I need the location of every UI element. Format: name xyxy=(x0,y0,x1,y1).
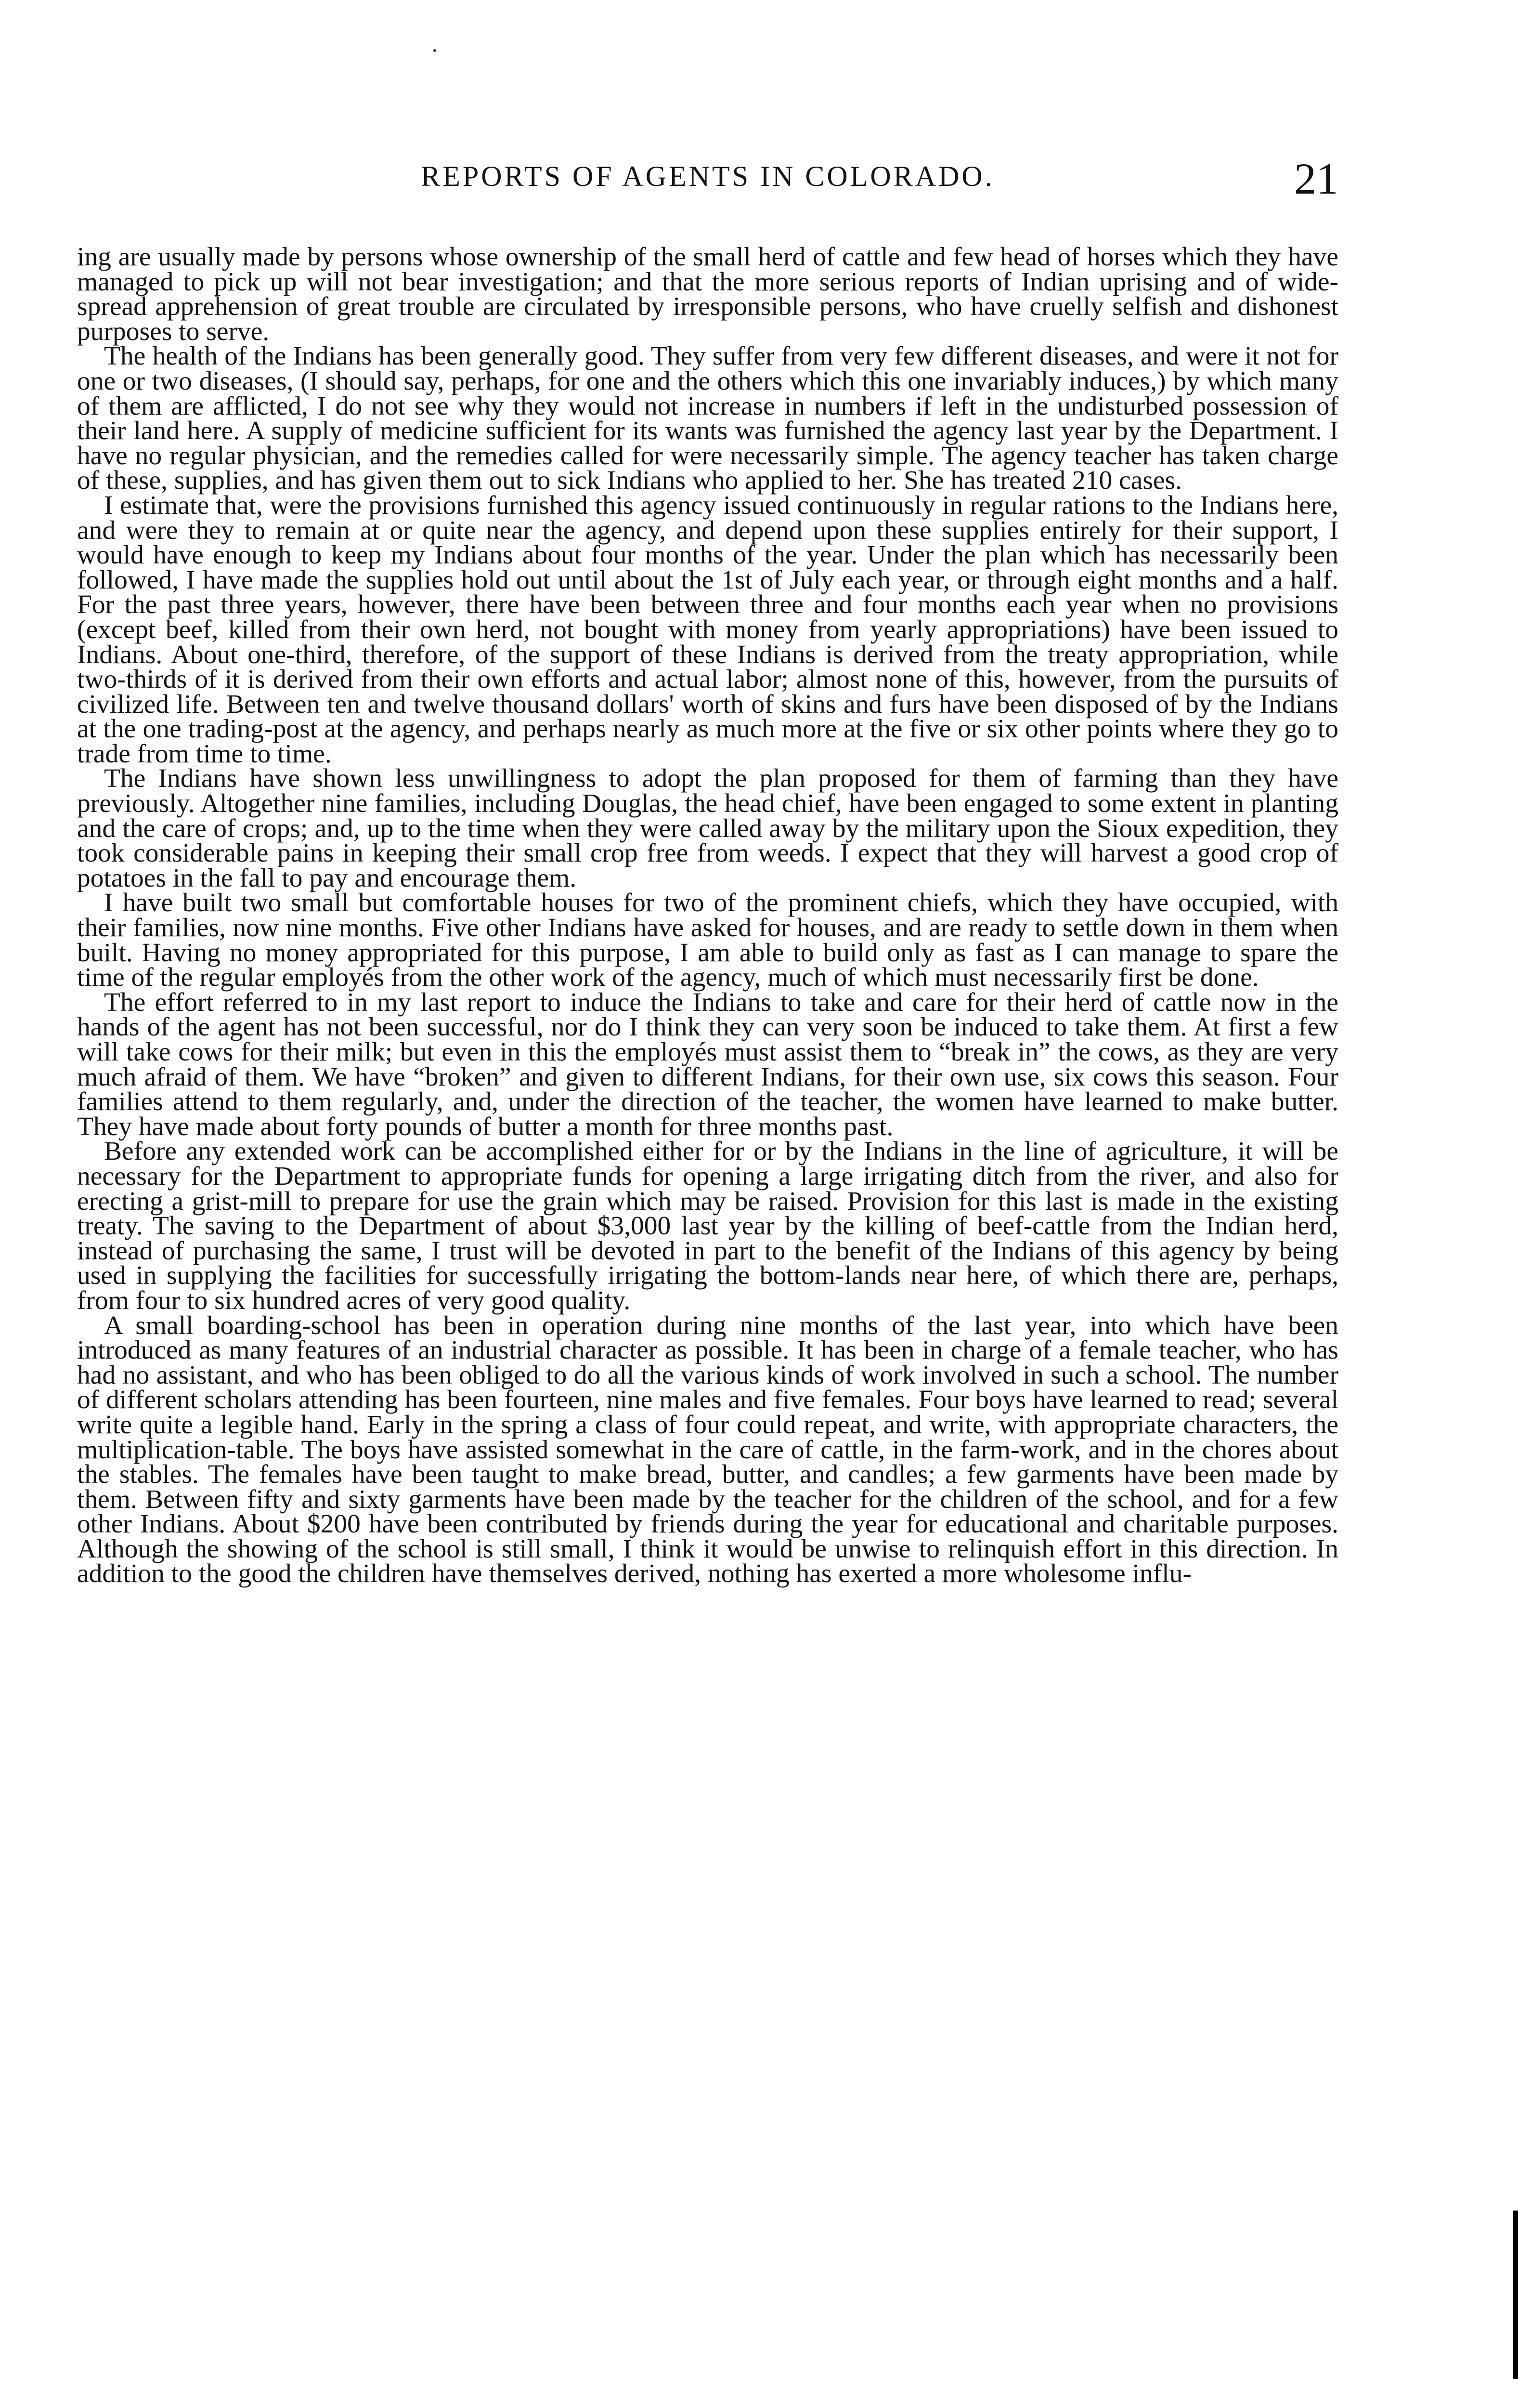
page-number: 21 xyxy=(1294,154,1338,203)
print-speck xyxy=(433,49,436,52)
running-title: REPORTS OF AGENTS IN COLORADO. xyxy=(421,160,995,192)
scan-edge-right xyxy=(1513,2211,1518,2379)
paragraph-health: The health of the Indians has been generally good. They suffer from very few different diseases, and were it not for one or two diseases, (I should say, perhaps, for one and the others which this one invariably induces,) by which many of them are afflicted, I do not see why they would not increase in numbers if left in the undisturbed possession of their land here. A supply of medicine sufficient for its wants was furnished the agency last year by the Department. I have no regular physician, and the remedies called for were necessarily simple. The agency teacher has taken charge of these, supplies, and has given them out to sick Indians who applied to her. She has treated 210 cases. xyxy=(77,341,1338,496)
paragraph-farming: The Indians have shown less unwillingness to adopt the plan proposed for them of farming than they have previously. Altogether nine families, including Douglas, the head chief, have been engaged to some extent in planting and the care of crops; and, up to the time when they were called away by the military upon the Sioux expedition, they took considerable pains in keeping their small crop free from weeds. I expect that they will harvest a good crop of potatoes in the fall to pay and encourage them. xyxy=(77,764,1338,893)
paragraph-cattle: The effort referred to in my last report to induce the Indians to take and care for their herd of cattle now in the hands of the agent has not been successful, nor do I think they can very soon be induced to take them. At first a few will take cows for their milk; but even in this the employés must assist them to “break in” the cows, as they are very much afraid of them. We have “broken” and given to different Indians, for their own use, six cows this season. Four families attend to them regularly, and, under the direction of the teacher, the women have learned to make butter. They have made about forty pounds of butter a month for three months past. xyxy=(77,987,1338,1141)
body-text xyxy=(77,242,1338,1589)
paragraph-continued: ing are usually made by persons whose ownership of the small herd of cattle and few head of horses which they have managed to pick up will not bear investigation; and that the more serious reports of Indian uprising and of wide-spread apprehension of great trouble are circulated by irresponsible persons, who have cruelly selfish and dishonest purposes to serve. xyxy=(77,242,1338,346)
paragraph-provisions: I estimate that, were the provisions furnished this agency issued continuously in regular rations to the Indians here, and were they to remain at or quite near the agency, and depend upon these supplies entirely for their support, I would have enough to keep my Indians about four months of the year. Under the plan which has necessarily been followed, I have made the supplies hold out until about the 1st of July each year, or through eight months and a half. For the past three years, however, there have been between three and four months each year when no provisions (except beef, killed from their own herd, not bought with money from yearly appropriations) have been issued to Indians. About one-third, therefore, of the support of these Indians is derived from the treaty appropriation, while two-thirds of it is derived from their own efforts and actual labor; almost none of this, however, from the pursuits of civilized life. Between ten and twelve thousand dollars' worth of skins and furs have been disposed of by the Indians at the one trading-post at the agency, and perhaps nearly as much more at the five or six other points where they go to trade from time to time. xyxy=(77,490,1338,769)
paragraph-houses: I have built two small but comfortable houses for two of the prominent chiefs, which they have occupied, with their families, now nine months. Five other Indians have asked for houses, and are ready to settle down in them when built. Having no money appropriated for this purpose, I am able to build only as fast as I can manage to spare the time of the regular employés from the other work of the agency, much of which must necessarily first be done. xyxy=(77,888,1338,993)
paragraph-agriculture: Before any extended work can be accomplished either for or by the Indians in the line of agriculture, it will be necessary for the Department to appropriate funds for opening a large irrigating ditch from the river, and also for erecting a grist-mill to prepare for use the grain which may be raised. Provision for this last is made in the existing treaty. The saving to the Department of about $3,000 last year by the killing of beef-cattle from the Indian herd, instead of purchasing the same, I trust will be devoted in part to the benefit of the Indians of this agency by being used in supplying the facilities for successfully irrigating the bottom-lands near here, of which there are, perhaps, from four to six hundred acres of very good quality. xyxy=(77,1137,1338,1315)
paragraph-school: A small boarding-school has been in operation during nine months of the last year, into which have been introduced as many features of an industrial character as possible. It has been in charge of a female teacher, who has had no assistant, and who has been obliged to do all the various kinds of work involved in such a school. The number of different scholars attending has been fourteen, nine males and five females. Four boys have learned to read; several write quite a legible hand. Early in the spring a class of four could repeat, and write, with appropriate characters, the multiplication-table. The boys have assisted somewhat in the care of cattle, in the farm-work, and in the chores about the stables. The females have been taught to make bread, butter, and candles; a few garments have been made by them. Between fifty and sixty garments have been made by the teacher for the children of the school, and for a few other Indians. About $200 have been contributed by friends during the year for educational and charitable purposes. Although the showing of the school is still small, I think it would be unwise to relinquish effort in this direction. In addition to the good the children have themselves derived, nothing has exerted a more wholesome influ- xyxy=(77,1310,1338,1589)
running-header xyxy=(77,153,1338,206)
